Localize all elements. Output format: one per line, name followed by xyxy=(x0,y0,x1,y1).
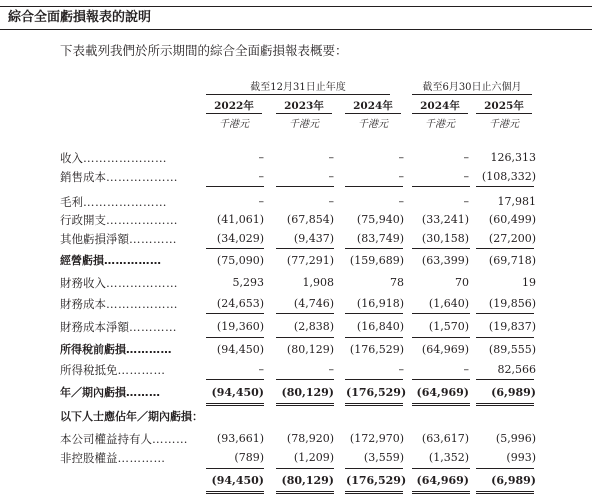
year-header-2025-interim: 2025年 xyxy=(476,99,532,114)
value-cell: – xyxy=(258,363,264,376)
value-cell: (4,746) xyxy=(293,297,334,310)
value-cell: (64,969) xyxy=(421,343,469,356)
row-label-leader-dots: ……………… xyxy=(106,213,178,227)
row-label xyxy=(60,297,178,311)
table-row xyxy=(0,474,592,488)
table-row xyxy=(0,343,592,357)
row-label-text: 非控股權益 xyxy=(60,451,118,465)
table-row xyxy=(0,363,592,377)
table-row xyxy=(0,213,592,227)
subtotal-rule xyxy=(345,248,403,249)
row-label-text: 財務成本淨額 xyxy=(60,320,129,334)
row-label-text: 本公司權益持有人 xyxy=(60,432,152,446)
year-header-2024: 2024年 xyxy=(345,99,401,114)
subtotal-rule xyxy=(276,337,334,338)
value-cell: (60,499) xyxy=(488,213,536,226)
value-cell: (5,996) xyxy=(495,432,536,445)
value-cell: – xyxy=(398,195,404,208)
row-label-leader-dots: ………… xyxy=(129,320,177,334)
total-double-rule xyxy=(412,403,470,406)
row-label-text: 以下人士應佔年／期內虧損： xyxy=(60,410,203,423)
value-cell: (33,241) xyxy=(421,213,469,226)
value-cell: – xyxy=(328,151,334,164)
value-cell: – xyxy=(398,170,404,183)
row-label-text: 其他虧損淨額 xyxy=(60,232,129,246)
table-row xyxy=(0,320,592,334)
value-cell: (1,570) xyxy=(428,320,469,333)
total-double-rule xyxy=(276,403,334,406)
row-label-leader-dots: ……………… xyxy=(106,276,178,290)
total-double-rule xyxy=(345,491,403,494)
value-cell: (63,617) xyxy=(421,432,469,445)
row-label-leader-dots: ………… xyxy=(126,343,172,356)
total-double-rule xyxy=(276,491,334,494)
subtotal-rule xyxy=(206,313,264,314)
table-row xyxy=(0,432,592,446)
value-cell: (93,661) xyxy=(216,432,264,445)
value-cell: (64,969) xyxy=(416,386,469,399)
table-row xyxy=(0,297,592,311)
table-row xyxy=(0,410,592,424)
row-label xyxy=(60,232,177,246)
row-label-text: 行政開支 xyxy=(60,213,106,227)
row-label-leader-dots: ……… xyxy=(152,432,188,446)
total-double-rule xyxy=(476,403,534,406)
row-label xyxy=(60,276,178,290)
value-cell: – xyxy=(463,195,469,208)
value-cell: (16,840) xyxy=(356,320,404,333)
unit-label: 千港元 xyxy=(425,119,455,130)
row-label-text: 財務成本 xyxy=(60,297,106,311)
table-row xyxy=(0,254,592,268)
subtotal-rule xyxy=(345,337,403,338)
subtotal-rule xyxy=(276,313,334,314)
subtotal-rule xyxy=(345,468,403,469)
year-header-2023: 2023年 xyxy=(276,99,332,114)
row-label-leader-dots: ……………… xyxy=(106,297,178,311)
value-cell: (69,718) xyxy=(488,254,536,267)
row-label xyxy=(60,432,188,446)
unit-label: 千港元 xyxy=(219,119,249,130)
subtotal-rule xyxy=(206,337,264,338)
value-cell: 70 xyxy=(455,276,469,289)
value-cell: (159,689) xyxy=(349,254,404,267)
row-label-leader-dots: ………………… xyxy=(83,151,167,165)
row-label-text: 毛利 xyxy=(60,195,83,209)
subtotal-rule xyxy=(412,468,470,469)
value-cell: (80,129) xyxy=(281,474,334,487)
table-row xyxy=(0,232,592,246)
value-cell: – xyxy=(463,151,469,164)
row-label-text: 所得稅前虧損 xyxy=(60,343,126,356)
value-cell: – xyxy=(463,363,469,376)
subtotal-rule xyxy=(476,186,534,187)
total-double-rule xyxy=(206,491,264,494)
row-label xyxy=(60,213,178,227)
row-label xyxy=(60,410,203,424)
subtotal-rule xyxy=(476,468,534,469)
value-cell: (77,291) xyxy=(286,254,334,267)
row-label-leader-dots: ………………… xyxy=(83,195,167,209)
subtotal-rule xyxy=(276,248,334,249)
value-cell: (1,640) xyxy=(428,297,469,310)
row-label-leader-dots: ………… xyxy=(117,363,166,377)
value-cell: (172,970) xyxy=(349,432,404,445)
row-label-text: 經營虧損 xyxy=(60,254,104,267)
total-double-rule xyxy=(345,403,403,406)
subtotal-rule xyxy=(476,337,534,338)
section-heading: 綜合全面虧損報表的說明 xyxy=(8,10,152,25)
subtotal-rule xyxy=(412,186,470,187)
row-label xyxy=(60,343,172,357)
value-cell: (80,129) xyxy=(286,343,334,356)
value-cell: – xyxy=(328,363,334,376)
value-cell: (993) xyxy=(506,451,536,464)
row-label-leader-dots: ………… xyxy=(129,232,177,246)
value-cell: (19,360) xyxy=(216,320,264,333)
value-cell: (34,029) xyxy=(216,232,264,245)
value-cell: (176,529) xyxy=(346,474,407,487)
column-group-six-months: 截至6月30日止六個月 xyxy=(412,82,532,95)
value-cell: (6,989) xyxy=(491,386,536,399)
value-cell: 82,566 xyxy=(497,363,536,376)
subtotal-rule xyxy=(412,248,470,249)
row-label xyxy=(60,254,162,268)
value-cell: – xyxy=(398,363,404,376)
section-heading-bar xyxy=(0,6,592,30)
value-cell: (176,529) xyxy=(346,386,407,399)
row-label xyxy=(60,320,177,334)
value-cell: (78,920) xyxy=(286,432,334,445)
value-cell: 17,981 xyxy=(497,195,536,208)
value-cell: – xyxy=(328,195,334,208)
subtotal-rule xyxy=(412,337,470,338)
subtotal-rule xyxy=(476,379,534,380)
table-row xyxy=(0,276,592,290)
unit-label: 千港元 xyxy=(489,119,519,130)
value-cell: (24,653) xyxy=(216,297,264,310)
row-label xyxy=(60,451,166,465)
row-label-text: 銷售成本 xyxy=(60,170,106,184)
subtotal-rule xyxy=(476,313,534,314)
intro-paragraph: 下表載列我們於所示期間的綜合全面虧損報表概要： xyxy=(60,43,348,58)
row-label-leader-dots: ……… xyxy=(126,386,161,399)
total-double-rule xyxy=(476,491,534,494)
value-cell: (83,749) xyxy=(356,232,404,245)
value-cell: (6,989) xyxy=(491,474,536,487)
total-double-rule xyxy=(206,403,264,406)
subtotal-rule xyxy=(345,379,403,380)
value-cell: 5,293 xyxy=(232,276,264,289)
row-label xyxy=(60,363,166,377)
table-row xyxy=(0,151,592,165)
row-label-leader-dots: ……………… xyxy=(106,170,178,184)
row-label-leader-dots: …………… xyxy=(104,254,162,267)
table-row xyxy=(0,451,592,465)
value-cell: – xyxy=(258,195,264,208)
value-cell: (64,969) xyxy=(416,474,469,487)
value-cell: (63,399) xyxy=(421,254,469,267)
value-cell: (94,450) xyxy=(216,343,264,356)
value-cell: (94,450) xyxy=(211,386,264,399)
value-cell: (80,129) xyxy=(281,386,334,399)
value-cell: (89,555) xyxy=(488,343,536,356)
row-label-text: 財務收入 xyxy=(60,276,106,290)
row-label xyxy=(60,195,167,209)
value-cell: (30,158) xyxy=(421,232,469,245)
unit-label: 千港元 xyxy=(358,119,388,130)
year-header-2024-interim: 2024年 xyxy=(412,99,468,114)
value-cell: – xyxy=(328,170,334,183)
value-cell: 126,313 xyxy=(490,151,536,164)
value-cell: – xyxy=(258,151,264,164)
subtotal-rule xyxy=(206,248,264,249)
value-cell: (75,940) xyxy=(356,213,404,226)
value-cell: – xyxy=(463,170,469,183)
column-group-full-year: 截至12月31日止年度 xyxy=(206,82,390,95)
value-cell: (75,090) xyxy=(216,254,264,267)
value-cell: (2,838) xyxy=(293,320,334,333)
subtotal-rule xyxy=(345,186,403,187)
value-cell: – xyxy=(398,151,404,164)
table-row xyxy=(0,170,592,184)
subtotal-rule xyxy=(206,379,264,380)
row-label xyxy=(60,386,161,400)
value-cell: – xyxy=(258,170,264,183)
subtotal-rule xyxy=(206,468,264,469)
row-label-leader-dots: ………… xyxy=(117,451,166,465)
value-cell: (176,529) xyxy=(349,343,404,356)
subtotal-rule xyxy=(412,379,470,380)
value-cell: (789) xyxy=(234,451,264,464)
value-cell: 1,908 xyxy=(302,276,334,289)
value-cell: (19,856) xyxy=(488,297,536,310)
value-cell: (1,209) xyxy=(293,451,334,464)
table-row xyxy=(0,386,592,400)
row-label-text: 收入 xyxy=(60,151,83,165)
subtotal-rule xyxy=(276,468,334,469)
row-label xyxy=(60,151,167,165)
value-cell: (41,061) xyxy=(216,213,264,226)
value-cell: (108,332) xyxy=(481,170,536,183)
value-cell: (27,200) xyxy=(488,232,536,245)
value-cell: (9,437) xyxy=(293,232,334,245)
total-double-rule xyxy=(412,491,470,494)
value-cell: (67,854) xyxy=(286,213,334,226)
value-cell: (3,559) xyxy=(363,451,404,464)
value-cell: (1,352) xyxy=(428,451,469,464)
value-cell: (94,450) xyxy=(211,474,264,487)
unit-label: 千港元 xyxy=(289,119,319,130)
subtotal-rule xyxy=(206,186,264,187)
row-label-text: 所得稅抵免 xyxy=(60,363,118,377)
value-cell: (16,918) xyxy=(356,297,404,310)
table-row xyxy=(0,195,592,209)
value-cell: 19 xyxy=(522,276,536,289)
row-label xyxy=(60,170,178,184)
subtotal-rule xyxy=(476,248,534,249)
subtotal-rule xyxy=(276,186,334,187)
row-label-text: 年／期內虧損 xyxy=(60,386,126,399)
value-cell: 78 xyxy=(390,276,404,289)
subtotal-rule xyxy=(412,313,470,314)
subtotal-rule xyxy=(276,379,334,380)
year-header-2022: 2022年 xyxy=(206,99,262,114)
value-cell: (19,837) xyxy=(488,320,536,333)
subtotal-rule xyxy=(345,313,403,314)
